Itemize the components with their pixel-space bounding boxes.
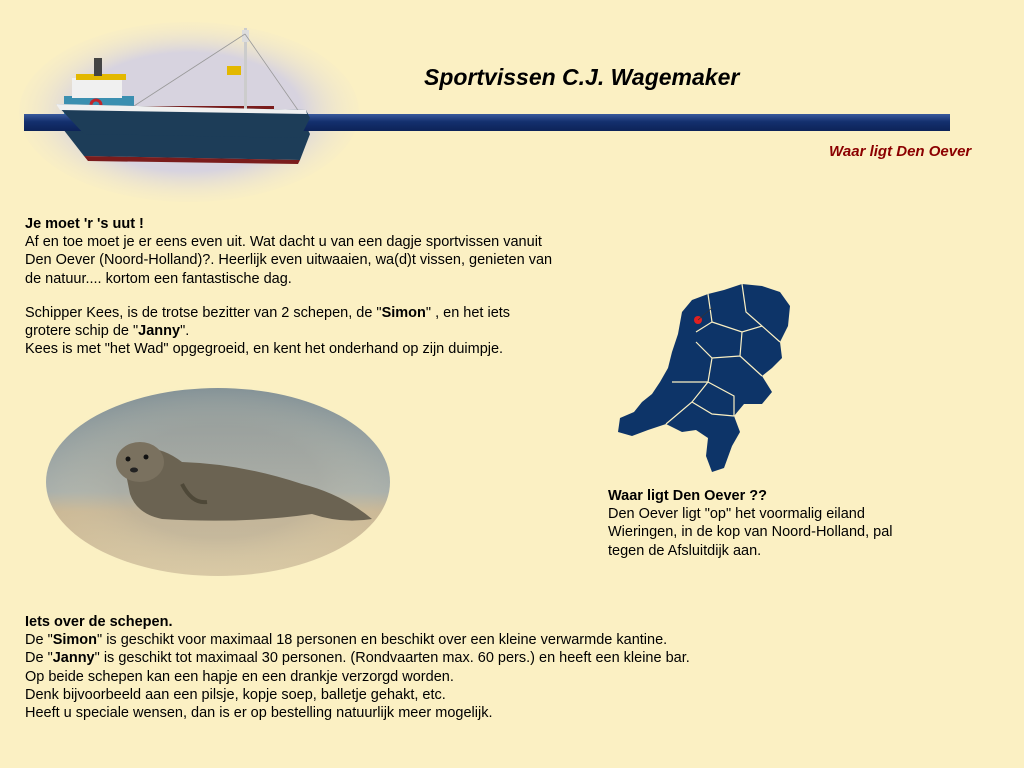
location-line: tegen de Afsluitdijk aan. (608, 542, 762, 559)
ships-line: De "Janny" is geschikt tot maximaal 30 personen. (Rondvaarten max. 60 pers.) en heeft een kleine bar. (25, 650, 690, 667)
netherlands-map (612, 272, 800, 482)
ships-line: De "Simon" is geschikt voor maximaal 18 personen en beschikt over een kleine verwarmde kantine. (25, 632, 668, 649)
ships-section (25, 613, 805, 722)
intro-line: Af en toe moet je er eens even uit. Wat dacht u van een dagje sportvissen vanuit (25, 234, 542, 251)
skipper-line: Schipper Kees, is de trotse bezitter van 2 schepen, de "Simon" , en het iets (25, 305, 511, 321)
skipper-line: Kees is met "het Wad" opgegroeid, en kent het onderhand op zijn duimpje. (25, 341, 504, 358)
location-line: Wieringen, in de kop van Noord-Holland, pal (608, 524, 893, 541)
scrolling-marquee (829, 143, 972, 163)
location-line: Den Oever ligt "op" het voormalig eiland (608, 506, 865, 523)
ship-name-simon: Simon (381, 305, 426, 321)
ships-line: Op beide schepen kan een hapje en een drankje verzorgd worden. (25, 668, 454, 685)
ship-name-janny: Janny (138, 323, 181, 340)
marquee-text: Waar ligt Den Oever (829, 143, 972, 160)
location-section (608, 487, 938, 560)
seal-photo (42, 384, 394, 580)
location-heading: Waar ligt Den Oever ?? (608, 488, 767, 504)
intro-line: Den Oever (Noord-Holland)?. Heerlijk even uitwaaien, wa(d)t vissen, genieten van (25, 252, 553, 269)
intro-section (25, 215, 615, 288)
skipper-line: grotere schip de "Janny". (25, 323, 190, 340)
intro-heading: Je moet 'r 's uut ! (25, 216, 144, 232)
ships-line: Denk bijvoorbeeld aan een pilsje, kopje soep, balletje gehakt, etc. (25, 686, 446, 703)
skipper-section (25, 304, 585, 359)
ships-line: Heeft u speciale wensen, dan is er op bestelling natuurlijk meer mogelijk. (25, 705, 493, 722)
boat-overlap (24, 104, 354, 144)
intro-line: de natuur.... kortom een fantastische dag. (25, 270, 292, 287)
ships-heading: Iets over de schepen. (25, 614, 173, 630)
ship-name-janny: Janny (52, 650, 95, 667)
ship-name-simon: Simon (52, 632, 98, 649)
page-title: Sportvissen C.J. Wagemaker (424, 64, 740, 90)
